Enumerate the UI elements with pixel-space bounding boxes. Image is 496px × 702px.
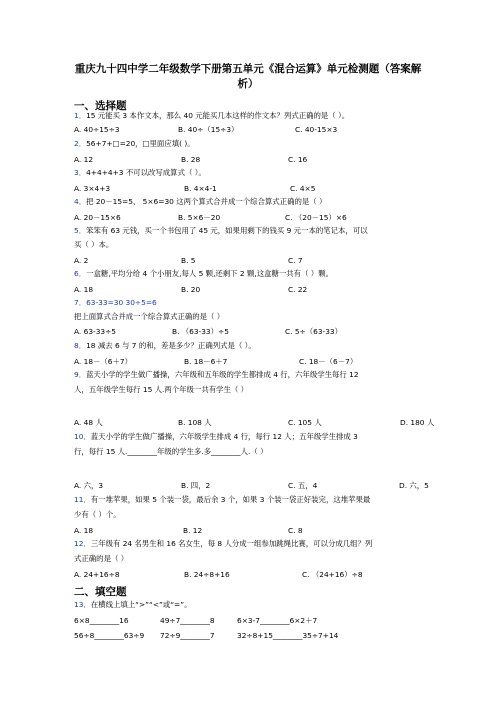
option-b: B. 24÷8+16 [184, 570, 230, 579]
question-number: 7． [74, 298, 87, 307]
option-b: B. 5 [181, 256, 196, 265]
title-line-2: 析） [237, 78, 259, 90]
blank-item: 6×3-7________6×2＋7 [237, 616, 318, 625]
question-12 [74, 539, 372, 549]
question-text: 有一堆苹果，如果 5 个装一袋，最后余 3 个，如果 3 个装一袋正好装完，这堆苹果最 [90, 495, 371, 504]
question-11 [74, 495, 370, 505]
option-c: C. 8 [288, 526, 303, 535]
option-a: A. 48 人 [74, 418, 103, 427]
question-number: 10． [74, 432, 91, 441]
question-8 [74, 341, 256, 351]
question-5 [74, 226, 368, 236]
question-text: 15 元能买 3 本作文本，那么 40 元能买几本这样的作文本？列式正确的是（ ）。 [86, 111, 350, 120]
option-c: C. 18－（6－7） [299, 357, 358, 366]
option-a: A. 24+16÷8 [74, 570, 120, 579]
option-c: C. 5÷（63-33） [285, 327, 343, 336]
option-b: B. 4×4-1 [184, 184, 217, 193]
option-c: C. （20－15）×6 [285, 213, 347, 222]
section-heading-choice: 一、选择题 [74, 100, 127, 112]
question-text: 把 20－15=5、 5×6=30 这两个算式合并成一个综合算式正确的是（ ） [86, 197, 327, 206]
question-10 [74, 432, 358, 442]
option-b: B. 12 [183, 526, 203, 535]
question-7 [74, 298, 157, 308]
question-text: 笨笨有 63 元钱，买一个书包用了 45 元，如果用剩下的钱买 9 元一本的笔记本，可以 [86, 226, 368, 235]
option-a: A. 3×4+3 [74, 184, 111, 193]
question-number: 6． [74, 269, 87, 278]
question-3 [74, 168, 206, 178]
question-text: 蓝天小学的学生做广播操，六年级和五年级的学生都排成 4 行，六年级学生每行 12 [86, 370, 359, 379]
question-11-continued: 少有（ ）个。 [74, 510, 121, 519]
option-b: B. 28 [181, 155, 201, 164]
title-line-1: 重庆九十四中学二年级数学下册第五单元《混合运算》单元检测题（答案解 [74, 63, 422, 75]
question-text: 18 减去 6 与 7 的和，差是多少？正确列式是（ ）。 [86, 341, 256, 350]
blank-item: 72÷9________7 [160, 631, 215, 640]
question-text: 63-33=30 30÷5=6 [86, 298, 157, 307]
option-b: B. 20 [181, 285, 201, 294]
blank-item: 32÷8+15________35÷7+14 [237, 631, 339, 640]
question-number: 4． [74, 197, 87, 206]
option-d: D. 六，5 [399, 481, 429, 490]
question-9-continued: 人，五年级学生每行 15 人.两个年级一共有学生（ ） [74, 385, 249, 394]
question-number: 12． [74, 539, 91, 548]
question-4 [74, 197, 326, 207]
option-a: A. 18 [74, 285, 94, 294]
blank-item: 49÷7________8 [160, 616, 215, 625]
question-text: 三年级有 24 名男生和 16 名女生，每 8 人分成一组参加跳绳比赛，可以分成几组？列 [90, 539, 373, 548]
option-a: A. 20－15×6 [74, 213, 121, 222]
option-a: A. 63-33÷5 [74, 327, 116, 336]
option-c: C. 40-15×3 [295, 125, 338, 134]
blank-item: 56÷8________63÷9 [74, 631, 145, 640]
question-number: 8． [74, 341, 87, 350]
question-number: 9． [74, 370, 87, 379]
option-a: A. 18－（6＋7） [74, 357, 132, 366]
option-b: B. 5×6－20 [178, 213, 221, 222]
option-a: A. 12 [74, 155, 94, 164]
question-text: 蓝天小学的学生做广播操，六年级学生排成 4 行，每行 12 人；五年级学生排成 3 [90, 432, 358, 441]
option-a: A. 六，3 [74, 481, 104, 490]
option-c: C. 16 [288, 155, 308, 164]
question-text: 56+7+□=20，□里面应填( )。 [86, 139, 195, 148]
option-b: B. 四，2 [181, 481, 211, 490]
question-5-continued: 买（ ）本。 [74, 240, 114, 249]
section-heading-fill: 二、填空题 [74, 586, 127, 598]
question-number: 13． [74, 600, 91, 609]
option-b: B. （63-33）÷5 [172, 327, 229, 336]
question-13 [74, 600, 191, 610]
question-1 [74, 111, 349, 121]
question-number: 11． [74, 495, 91, 504]
option-c: C. （24+16）÷8 [302, 570, 363, 579]
question-text: 在横线上填上“>”“<”或“=”。 [90, 600, 192, 609]
question-10-continued: 行，每行 15 人.________年级的学生多.多________人.（ ） [74, 447, 268, 456]
option-c: C. 105 人 [288, 418, 322, 427]
question-number: 2． [74, 139, 87, 148]
option-d: D. 180 人 [400, 418, 435, 427]
question-2 [74, 139, 195, 149]
question-9 [74, 370, 359, 380]
document-title [70, 62, 426, 92]
question-12-continued: 式正确的是（ ） [74, 554, 129, 563]
blank-item: 6×8________16 [74, 616, 129, 625]
option-b: B. 108 人 [178, 418, 212, 427]
option-a: A. 40÷15÷3 [74, 125, 120, 134]
question-number: 3． [74, 168, 87, 177]
option-b: B. 18－6＋7 [184, 357, 228, 366]
question-number: 1． [74, 111, 87, 120]
question-number: 5． [74, 226, 87, 235]
question-text: 4+4+4+3 不可以改写成算式（ ）。 [86, 168, 206, 177]
option-b: B. 40÷（15÷3） [178, 125, 239, 134]
option-c: C. 22 [288, 285, 308, 294]
question-text: 一盒糖,平均分给 4 个小朋友,每人 5 颗,还剩下 2 颗,这盒糖一共有（ ）颗。 [86, 269, 333, 278]
question-7-continued: 把上面算式合并成一个综合算式正确的是（ ） [74, 312, 225, 321]
option-c: C. 7 [288, 256, 303, 265]
option-c: C. 五，4 [288, 481, 318, 490]
option-c: C. 4×5 [290, 184, 316, 193]
option-a: A. 18 [74, 526, 94, 535]
question-6 [74, 269, 333, 279]
option-a: A. 2 [74, 256, 89, 265]
